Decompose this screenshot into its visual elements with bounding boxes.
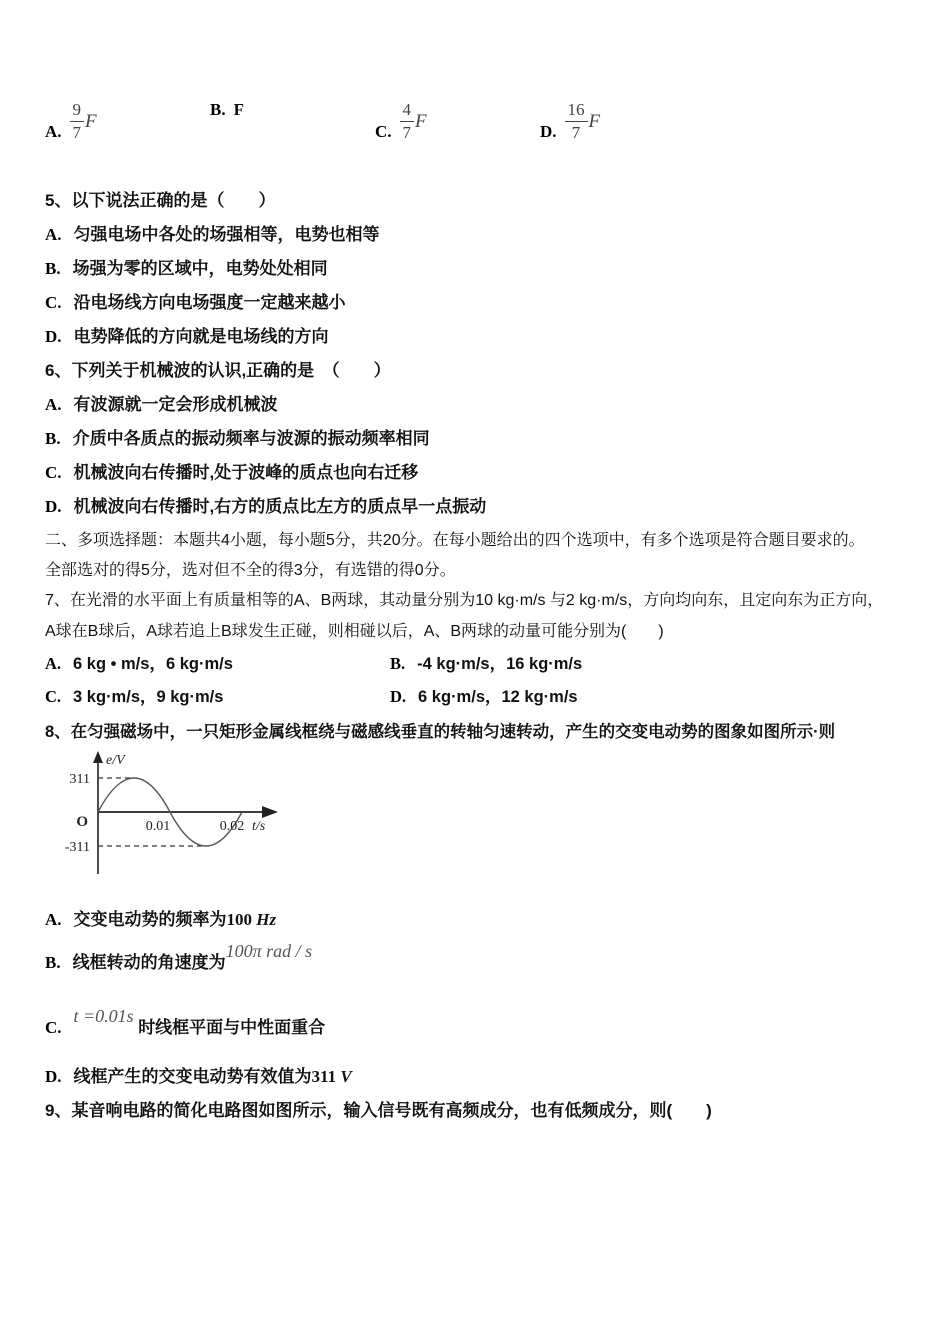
option-value: 3 kg·m/s，9 kg·m/s xyxy=(73,688,224,706)
value-unit: V xyxy=(340,1067,352,1086)
option-label: C. xyxy=(45,293,62,312)
q7-option-a xyxy=(45,650,233,674)
option-text: 电势降低的方向就是电场线的方向 xyxy=(73,327,329,346)
q7-option-c xyxy=(45,683,223,707)
q7-option-d xyxy=(390,683,578,707)
q8-option-d xyxy=(45,1062,352,1087)
q4-option-c xyxy=(375,100,427,142)
q4-option-b xyxy=(210,100,244,120)
option-text: 沿电场线方向电场强度一定越来越小 xyxy=(73,293,346,312)
option-label: C. xyxy=(45,687,62,706)
q7-option-b xyxy=(390,650,582,674)
option-text: 场强为零的区域中，电势处处相同 xyxy=(72,259,328,278)
option-text: 线框转动的角速度为 xyxy=(72,953,226,972)
x-axis-label: t/s xyxy=(252,819,266,834)
force-symbol: F xyxy=(85,111,97,133)
option-label: B. xyxy=(45,429,61,448)
x-tick-001: 0.01 xyxy=(145,819,171,834)
q8-option-b xyxy=(45,941,313,973)
fraction-denominator: 7 xyxy=(402,122,412,142)
fraction-numerator: 4 xyxy=(400,100,415,122)
fraction xyxy=(565,100,588,142)
option-text: 机械波向右传播时,右方的质点比左方的质点早一点振动 xyxy=(73,497,487,516)
fraction-numerator: 9 xyxy=(70,100,85,122)
option-label: B. xyxy=(45,259,61,278)
option-label: C. xyxy=(45,1018,62,1037)
origin-label: O xyxy=(76,814,88,830)
option-label: B. xyxy=(390,654,406,673)
option-label: A. xyxy=(45,654,62,673)
y-trough-label: -311 xyxy=(64,840,90,855)
option-text: 线框产生的交变电动势有效值为 xyxy=(73,1067,312,1086)
value-unit: Hz xyxy=(256,910,277,929)
option-label: A. xyxy=(45,910,62,929)
q5-option-d xyxy=(45,322,329,347)
q5-option-b xyxy=(45,254,328,279)
fraction xyxy=(400,100,415,142)
q5-option-a xyxy=(45,220,380,245)
time-formula: t =0.01s xyxy=(73,1006,139,1026)
option-label: A. xyxy=(45,122,62,142)
q6-option-c xyxy=(45,458,418,483)
section2-header-line1: 二、多项选择题：本题共4小题，每小题5分，共20分。在每小题给出的四个选项中，有多个选项是符合题目要求的。 xyxy=(45,532,865,549)
q4-option-a xyxy=(45,100,97,142)
value-number: 100 xyxy=(226,910,257,929)
y-axis-label: e/V xyxy=(106,753,125,768)
option-label: C. xyxy=(45,463,62,482)
option-label: A. xyxy=(45,395,62,414)
section2-header-line2: 全部选对的得5分，选对但不全的得3分，有选错的得0分。 xyxy=(45,562,456,579)
option-text: 机械波向右传播时,处于波峰的质点也向右迁移 xyxy=(73,463,419,482)
q4-option-d xyxy=(540,100,600,142)
q9-stem: 9、某音响电路的简化电路图如图所示，输入信号既有高频成分，也有低频成分，则( ) xyxy=(45,1101,712,1120)
y-peak-label: 311 xyxy=(69,772,90,787)
option-label: D. xyxy=(45,497,62,516)
emf-graph xyxy=(28,750,283,882)
y-axis-arrow-icon xyxy=(93,751,103,763)
force-symbol: F xyxy=(588,111,601,133)
q6-option-b xyxy=(45,424,430,449)
q7-stem-line1: 7、在光滑的水平面上有质量相等的A、B两球，其动量分别为10 kg·m/s 与2 kg·m/s，方向均向东，且定向东为正方向， xyxy=(45,592,884,609)
option-label: D. xyxy=(45,1067,62,1086)
option-label: C. xyxy=(375,122,392,142)
option-text: 交变电动势的频率为 xyxy=(73,910,227,929)
option-label: D. xyxy=(390,687,407,706)
fraction-numerator: 16 xyxy=(565,100,588,122)
fraction-denominator: 7 xyxy=(72,122,82,142)
option-label: B. xyxy=(45,953,61,972)
fraction-denominator: 7 xyxy=(571,122,581,142)
option-label: D. xyxy=(540,122,557,142)
option-value: -4 kg·m/s，16 kg·m/s xyxy=(417,655,583,673)
option-label: D. xyxy=(45,327,62,346)
q8-stem: 8、在匀强磁场中，一只矩形金属线框绕与磁感线垂直的转轴匀速转动，产生的交变电动势的图象如图所示·则 xyxy=(45,723,836,741)
force-symbol: F xyxy=(415,111,427,133)
option-text: 时线框平面与中性面重合 xyxy=(138,1018,326,1037)
value-number: 311 xyxy=(311,1067,341,1086)
angular-speed-formula: 100π rad / s xyxy=(225,941,313,961)
q6-option-a xyxy=(45,390,278,415)
option-text: 有波源就一定会形成机械波 xyxy=(73,395,278,414)
fraction xyxy=(70,100,85,142)
x-axis-arrow-icon xyxy=(262,806,278,818)
q6-option-d xyxy=(45,492,486,517)
q7-stem-line2: A球在B球后，A球若追上B球发生正碰，则相碰以后，A、B两球的动量可能分别为( ) xyxy=(45,623,664,640)
option-label: A. xyxy=(45,225,62,244)
option-label: B. xyxy=(210,100,226,119)
option-text: 介质中各质点的振动频率与波源的振动频率相同 xyxy=(72,429,430,448)
q5-stem: 5、以下说法正确的是（ ） xyxy=(45,191,276,210)
q8-option-a xyxy=(45,905,276,930)
force-symbol: F xyxy=(233,100,244,119)
option-value: 6 kg • m/s，6 kg·m/s xyxy=(73,655,233,673)
option-text: 匀强电场中各处的场强相等，电势也相等 xyxy=(73,225,380,244)
q6-stem: 6、下列关于机械波的认识,正确的是 （ ） xyxy=(45,361,391,380)
q5-option-c xyxy=(45,288,346,313)
x-tick-002: 0.02 xyxy=(219,819,245,834)
option-value: 6 kg·m/s，12 kg·m/s xyxy=(418,688,578,706)
q8-option-c xyxy=(45,1006,326,1038)
